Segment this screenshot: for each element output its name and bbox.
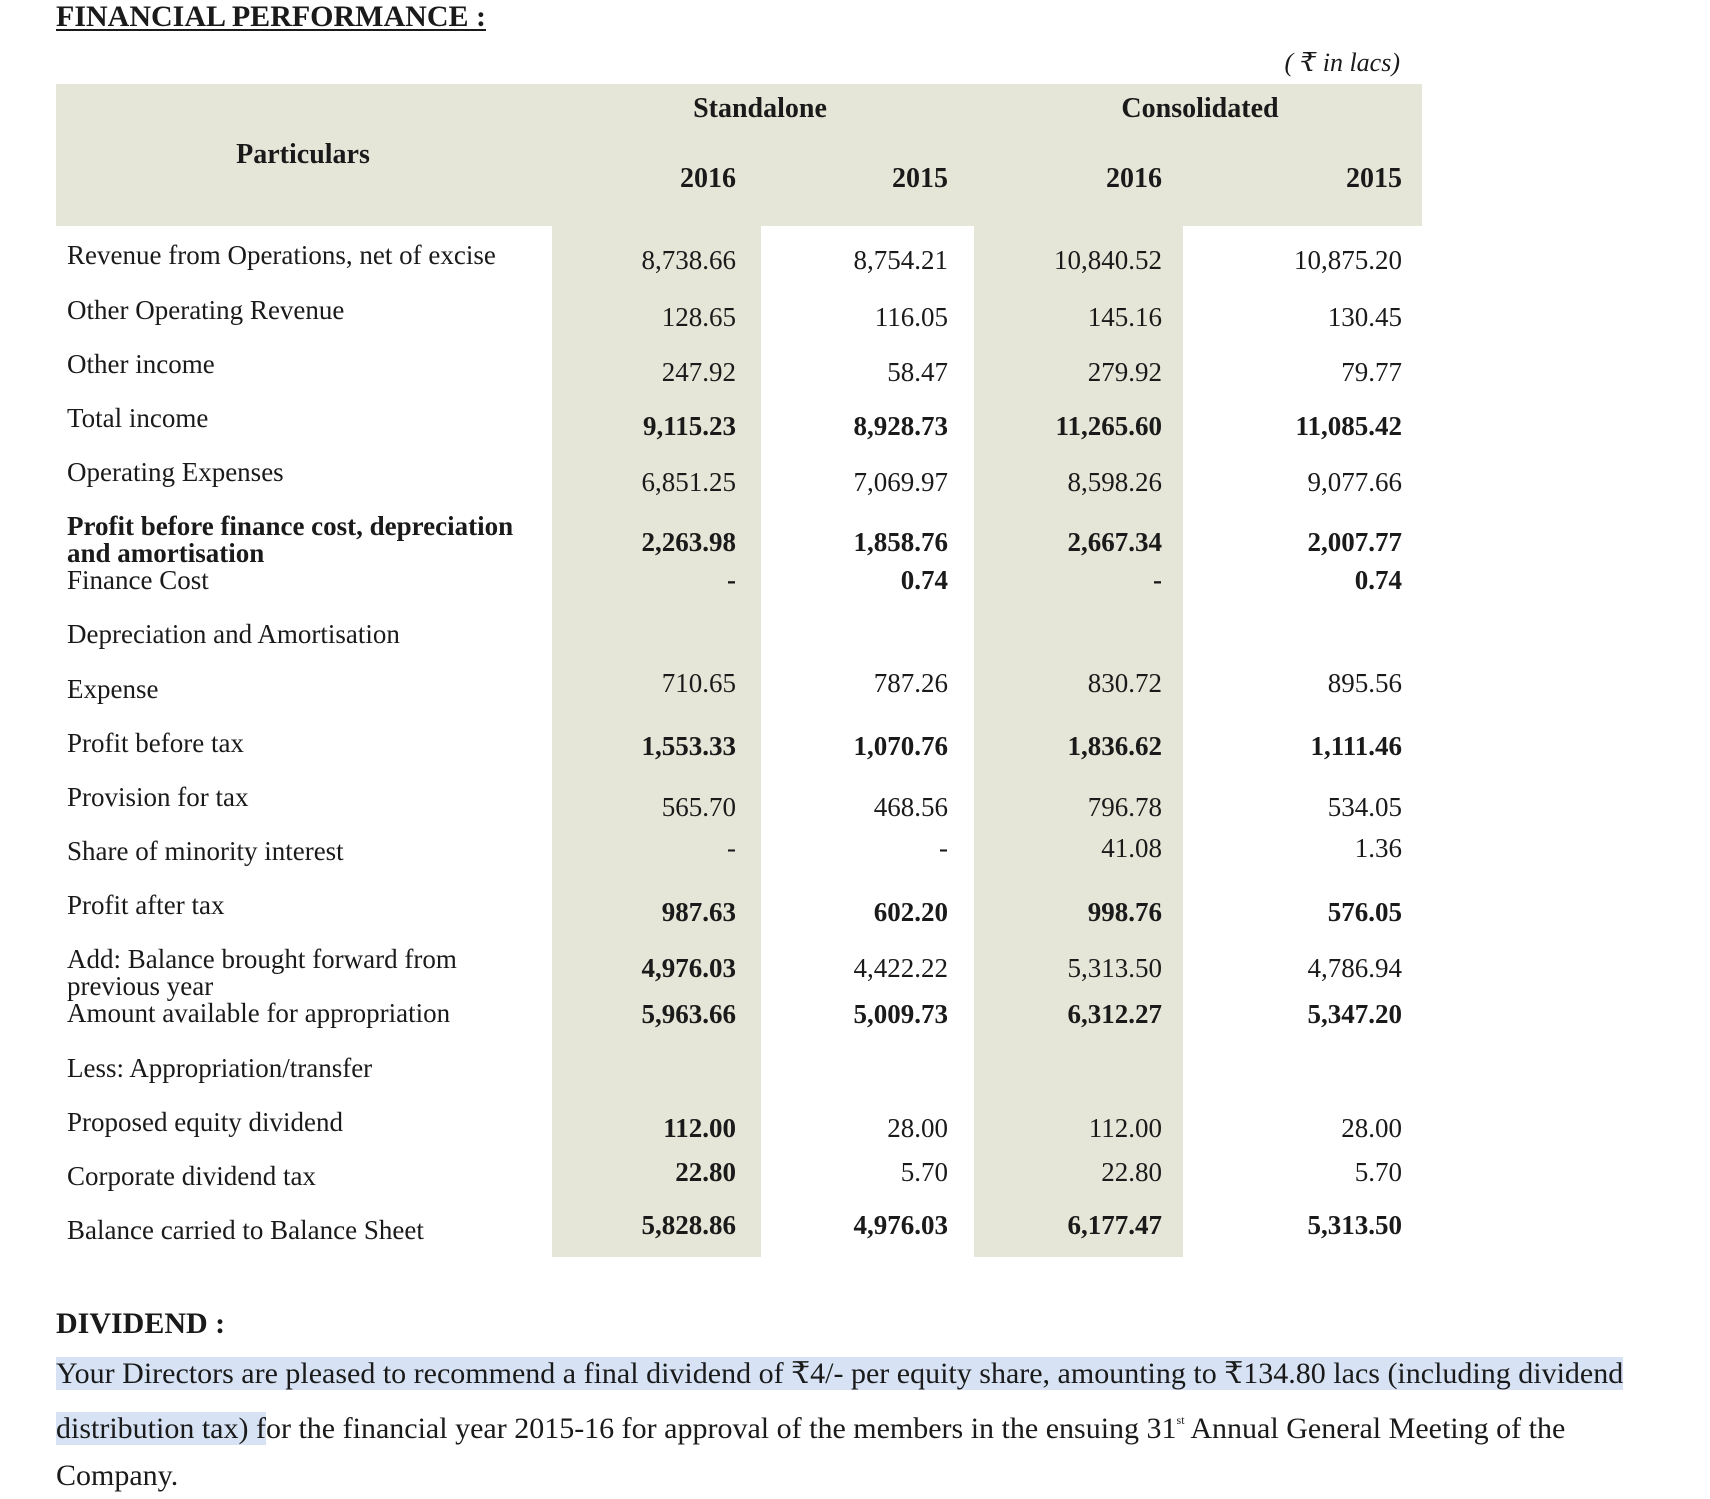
table-cell: 9,115.23 bbox=[642, 411, 736, 441]
year-header-standalone-2015: 2015 bbox=[892, 163, 948, 194]
paragraph-text: Annual General Meeting of the Company. bbox=[56, 1412, 1566, 1492]
dividend-paragraph bbox=[56, 1350, 1656, 1499]
row-label: Proposed equity dividend bbox=[67, 1107, 343, 1137]
table-cell: 2,667.34 bbox=[1067, 527, 1162, 557]
table-cell: 10,875.20 bbox=[1294, 245, 1402, 275]
row-label: Share of minority interest bbox=[67, 836, 344, 866]
table-cell: 8,738.66 bbox=[641, 245, 736, 275]
row-label: Balance carried to Balance Sheet bbox=[67, 1215, 424, 1245]
table-cell: 534.05 bbox=[1327, 792, 1402, 822]
table-cell: 4,976.03 bbox=[853, 1210, 948, 1240]
table-cell: 0.74 bbox=[1354, 565, 1402, 595]
table-cell: 4,976.03 bbox=[641, 953, 736, 983]
table-cell: 22.80 bbox=[1101, 1157, 1162, 1187]
row-label: Profit before finance cost, depreciation and amortisation bbox=[67, 511, 514, 568]
table-cell: 710.65 bbox=[661, 668, 736, 698]
table-cell: 7,069.97 bbox=[853, 467, 948, 497]
dividend-heading: DIVIDEND : bbox=[56, 1307, 226, 1340]
paragraph-text: or the financial year 2015-16 for approval of the members in the ensuing 31 bbox=[265, 1412, 1177, 1445]
table-cell: 1,111.46 bbox=[1310, 731, 1402, 761]
table-cell: 565.70 bbox=[661, 792, 736, 822]
table-cell: 5,347.20 bbox=[1307, 999, 1402, 1029]
table-cell: 787.26 bbox=[873, 668, 948, 698]
highlighted-text: Your Directors are pleased to recommend a final dividend of bbox=[56, 1357, 792, 1390]
table-cell: 5.70 bbox=[900, 1157, 948, 1187]
table-cell: 830.72 bbox=[1087, 668, 1162, 698]
table-cell: 6,177.47 bbox=[1067, 1210, 1162, 1240]
table-cell: 5,009.73 bbox=[853, 999, 948, 1029]
table-cell: 6,312.27 bbox=[1067, 999, 1162, 1029]
ordinal-suffix: st bbox=[1176, 1413, 1185, 1427]
table-cell: 8,754.21 bbox=[853, 245, 948, 275]
table-cell: 5,313.50 bbox=[1307, 1210, 1402, 1240]
table-cell: 2,007.77 bbox=[1307, 527, 1402, 557]
table-cell: 58.47 bbox=[887, 357, 948, 387]
table-cell: 1,858.76 bbox=[853, 527, 948, 557]
table-cell: 41.08 bbox=[1101, 833, 1162, 863]
particulars-header: Particulars bbox=[236, 139, 370, 170]
highlighted-text: ₹4/- per equity share, amounting to bbox=[791, 1357, 1225, 1390]
table-cell: 0.74 bbox=[900, 565, 948, 595]
row-label: Total income bbox=[67, 403, 209, 433]
row-label: Profit after tax bbox=[67, 890, 225, 920]
table-cell: 796.78 bbox=[1087, 792, 1162, 822]
table-cell: 128.65 bbox=[661, 302, 736, 332]
year-header-consolidated-2016: 2016 bbox=[1106, 163, 1162, 194]
table-cell: 279.92 bbox=[1087, 357, 1162, 387]
row-label: Less: Appropriation/transfer bbox=[67, 1053, 373, 1083]
table-cell: 468.56 bbox=[873, 792, 948, 822]
table-cell: 998.76 bbox=[1087, 897, 1162, 927]
table-cell: 576.05 bbox=[1327, 897, 1402, 927]
table-cell: 247.92 bbox=[661, 357, 736, 387]
row-label: Operating Expenses bbox=[67, 457, 284, 487]
table-cell: 5,313.50 bbox=[1067, 953, 1162, 983]
table-cell: 895.56 bbox=[1327, 668, 1402, 698]
standalone-header: Standalone bbox=[693, 93, 827, 124]
table-cell: 4,786.94 bbox=[1307, 953, 1402, 983]
table-cell: - bbox=[1153, 565, 1162, 595]
table-cell: 11,085.42 bbox=[1295, 411, 1402, 441]
table-cell: 11,265.60 bbox=[1055, 411, 1162, 441]
year-header-consolidated-2015: 2015 bbox=[1346, 163, 1402, 194]
unit-note: ( ₹ in lacs) bbox=[1284, 48, 1400, 77]
table-cell: 8,598.26 bbox=[1067, 467, 1162, 497]
table-cell: 28.00 bbox=[887, 1113, 948, 1143]
table-cell: 5.70 bbox=[1354, 1157, 1402, 1187]
row-label: Provision for tax bbox=[67, 782, 249, 812]
row-label: Other income bbox=[67, 349, 215, 379]
table-cell: 987.63 bbox=[661, 897, 736, 927]
table-cell: - bbox=[939, 833, 948, 863]
row-label: Profit before tax bbox=[67, 728, 244, 758]
row-label: Add: Balance brought forward from previous year bbox=[67, 944, 457, 1001]
table-cell: 1,070.76 bbox=[853, 731, 948, 761]
table-cell: 5,963.66 bbox=[641, 999, 736, 1029]
year-header-standalone-2016: 2016 bbox=[680, 163, 736, 194]
table-cell: 22.80 bbox=[675, 1157, 736, 1187]
table-cell: - bbox=[727, 565, 736, 595]
table-cell: 10,840.52 bbox=[1054, 245, 1162, 275]
table-cell: 1.36 bbox=[1354, 833, 1402, 863]
table-cell: 28.00 bbox=[1341, 1113, 1402, 1143]
row-label: Expense bbox=[67, 674, 159, 704]
table-cell: 79.77 bbox=[1341, 357, 1402, 387]
table-cell: 145.16 bbox=[1087, 302, 1162, 332]
row-label: Revenue from Operations, net of excise bbox=[67, 240, 496, 270]
table-cell: 5,828.86 bbox=[641, 1210, 736, 1240]
table-cell: 4,422.22 bbox=[853, 953, 948, 983]
table-cell: 1,553.33 bbox=[641, 731, 736, 761]
table-cell: 6,851.25 bbox=[641, 467, 736, 497]
table-cell: 116.05 bbox=[874, 302, 948, 332]
table-cell: 9,077.66 bbox=[1307, 467, 1402, 497]
table-cell: 602.20 bbox=[873, 897, 948, 927]
table-cell: 112.00 bbox=[663, 1113, 736, 1143]
row-label: Finance Cost bbox=[67, 565, 209, 595]
section-heading: FINANCIAL PERFORMANCE : bbox=[56, 0, 486, 33]
row-label: Amount available for appropriation bbox=[67, 998, 451, 1028]
table-cell: 1,836.62 bbox=[1067, 731, 1162, 761]
table-cell: 112.00 bbox=[1088, 1113, 1162, 1143]
consolidated-header: Consolidated bbox=[1121, 93, 1279, 124]
table-cell: - bbox=[727, 833, 736, 863]
table-cell: 8,928.73 bbox=[853, 411, 948, 441]
row-label: Corporate dividend tax bbox=[67, 1161, 316, 1191]
row-label: Depreciation and Amortisation bbox=[67, 619, 400, 649]
row-label: Other Operating Revenue bbox=[67, 295, 345, 325]
highlighted-text: ₹134.80 lacs (including dividend distribution tax) f bbox=[56, 1357, 1624, 1445]
table-cell: 130.45 bbox=[1327, 302, 1402, 332]
table-cell: 2,263.98 bbox=[641, 527, 736, 557]
